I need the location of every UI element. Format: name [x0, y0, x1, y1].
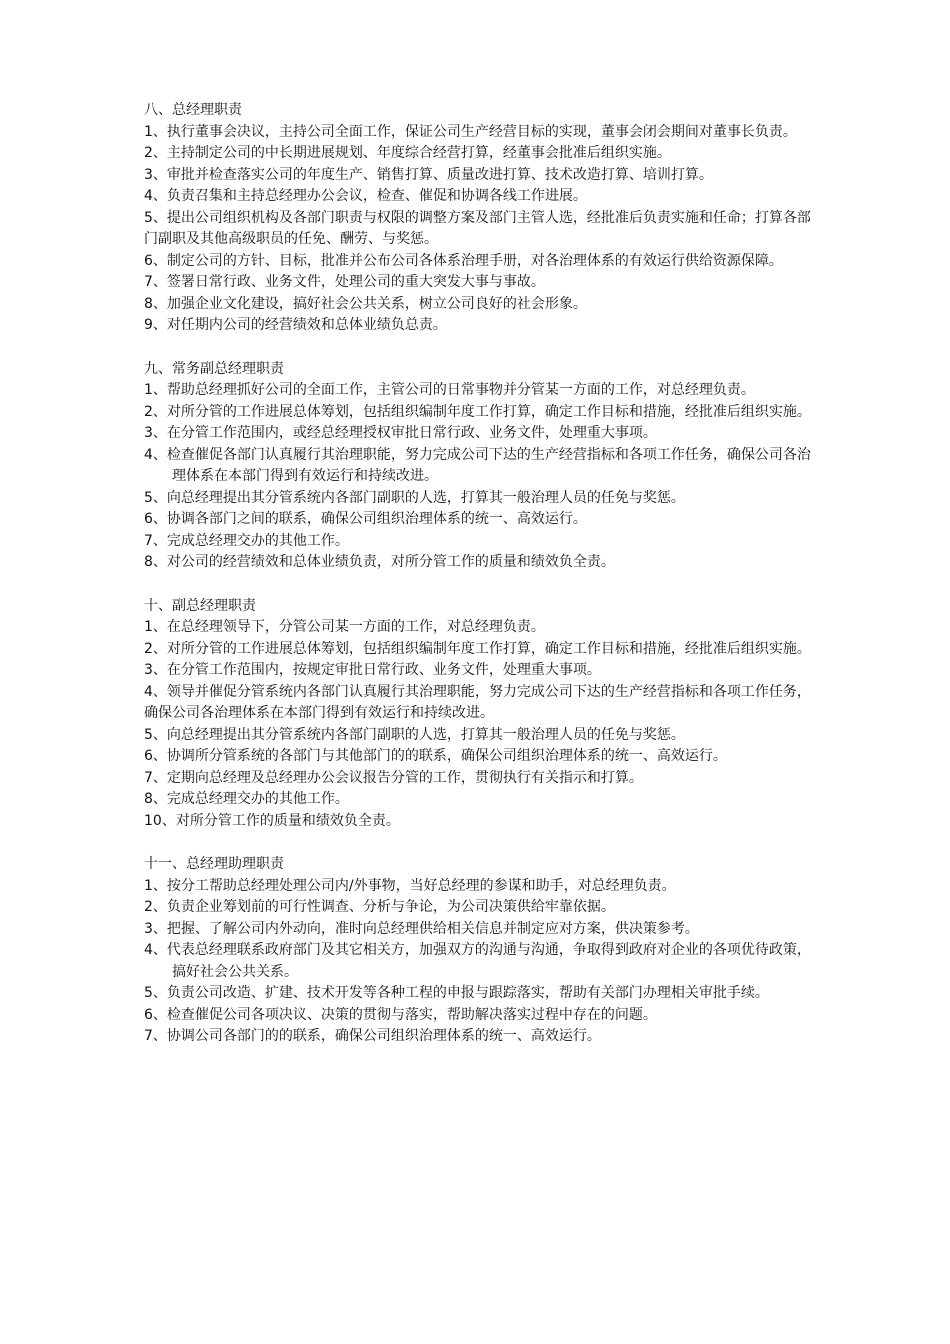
list-item: 7、协调公司各部门的的联系，确保公司组织治理体系的统一、高效运行。	[144, 1028, 601, 1044]
section-4	[144, 854, 824, 1048]
list-item: 5、向总经理提出其分管系统内各部门副职的人选，打算其一般治理人员的任免与奖惩。	[144, 726, 685, 743]
section-heading: 八、总经理职责	[144, 102, 242, 118]
list-item: 7、定期向总经理及总经理办公会议报告分管的工作，贯彻执行有关指示和打算。	[144, 769, 643, 786]
section-heading: 十、副总经理职责	[144, 597, 256, 614]
list-item: 2、负责企业筹划前的可行性调查、分析与争论，为公司决策供给牢靠依据。	[144, 899, 615, 915]
list-item: 8、完成总经理交办的其他工作。	[144, 791, 349, 807]
list-item: 3、把握、了解公司内外动向，准时向总经理供给相关信息并制定应对方案，供决策参考。	[144, 920, 699, 937]
list-item: 2、对所分管的工作进展总体筹划，包括组织编制年度工作打算，确定工作目标和措施，经批准后组织实施。	[144, 640, 811, 657]
section-heading: 九、常务副总经理职责	[144, 360, 284, 377]
list-item: 8、加强企业文化建设，搞好社会公共关系，树立公司良好的社会形象。	[144, 295, 587, 312]
list-item: 10、对所分管工作的质量和绩效负全责。	[144, 812, 400, 829]
list-item: 4、负责召集和主持总经理办公会议，检查、催促和协调各线工作进展。	[144, 188, 587, 204]
section-1	[144, 100, 824, 337]
list-item: 3、审批并检查落实公司的年度生产、销售打算、质量改进打算、技术改造打算、培训打算。	[144, 166, 713, 183]
list-item: 6、协调所分管系统的各部门与其他部门的的联系，确保公司组织治理体系的统一、高效运行。	[144, 748, 727, 764]
list-item: 1、按分工帮助总经理处理公司内/外事物，当好总经理的参谋和助手，对总经理负责。	[144, 877, 676, 894]
list-item: 2、对所分管的工作进展总体筹划，包括组织编制年度工作打算，确定工作目标和措施，经批准后组织实施。	[144, 403, 811, 420]
list-item: 3、在分管工作范围内，或经总经理授权审批日常行政、业务文件，处理重大事项。	[144, 425, 657, 441]
list-item: 6、制定公司的方针、目标，批准并公布公司各体系治理手册，对各治理体系的有效运行供给资源保障。	[144, 252, 783, 269]
list-item: 5、负责公司改造、扩建、技术开发等各种工程的申报与跟踪落实，帮助有关部门办理相关审批手续。	[144, 985, 769, 1001]
list-item: 6、检查催促公司各项决议、决策的贯彻与落实，帮助解决落实过程中存在的问题。	[144, 1006, 657, 1023]
list-item: 4、检查催促各部门认真履行其治理职能，努力完成公司下达的生产经营指标和各项工作任务，确保公司各治理体系在本部门得到有效运行和持续改进。	[144, 446, 811, 484]
list-item: 6、协调各部门之间的联系，确保公司组织治理体系的统一、高效运行。	[144, 511, 587, 527]
list-item: 3、在分管工作范围内，按规定审批日常行政、业务文件，处理重大事项。	[144, 662, 601, 678]
list-item: 4、代表总经理联系政府部门及其它相关方，加强双方的沟通与沟通，争取得到政府对企业的各项优待政策，搞好社会公共关系。	[144, 942, 811, 980]
section-3	[144, 596, 824, 833]
list-item: 4、领导并催促分管系统内各部门认真履行其治理职能，努力完成公司下达的生产经营指标和各项工作任务，确保公司各治理体系在本部门得到有效运行和持续改进。	[144, 683, 811, 721]
list-item: 1、执行董事会决议，主持公司全面工作，保证公司生产经营目标的实现，董事会闭会期间对董事长负责。	[144, 123, 797, 140]
list-item: 8、对公司的经营绩效和总体业绩负责，对所分管工作的质量和绩效负全责。	[144, 554, 615, 570]
list-item: 2、主持制定公司的中长期进展规划、年度综合经营打算，经董事会批准后组织实施。	[144, 145, 671, 161]
section-heading: 十一、总经理助理职责	[144, 856, 284, 872]
list-item: 7、完成总经理交办的其他工作。	[144, 532, 349, 549]
document-page	[144, 100, 824, 1070]
list-item: 1、帮助总经理抓好公司的全面工作，主管公司的日常事物并分管某一方面的工作，对总经理负责。	[144, 382, 755, 398]
list-item: 1、在总经理领导下，分管公司某一方面的工作，对总经理负责。	[144, 619, 545, 635]
list-item: 5、向总经理提出其分管系统内各部门副职的人选，打算其一般治理人员的任免与奖惩。	[144, 489, 685, 506]
list-item: 9、对任期内公司的经营绩效和总体业绩负总责。	[144, 317, 447, 333]
section-2	[144, 359, 824, 574]
list-item: 7、签署日常行政、业务文件，处理公司的重大突发大事与事故。	[144, 274, 545, 290]
list-item: 5、提出公司组织机构及各部门职责与权限的调整方案及部门主管人选，经批准后负责实施和任命；打算各部门副职及其他高级职员的任免、酬劳、与奖惩。	[144, 209, 811, 247]
